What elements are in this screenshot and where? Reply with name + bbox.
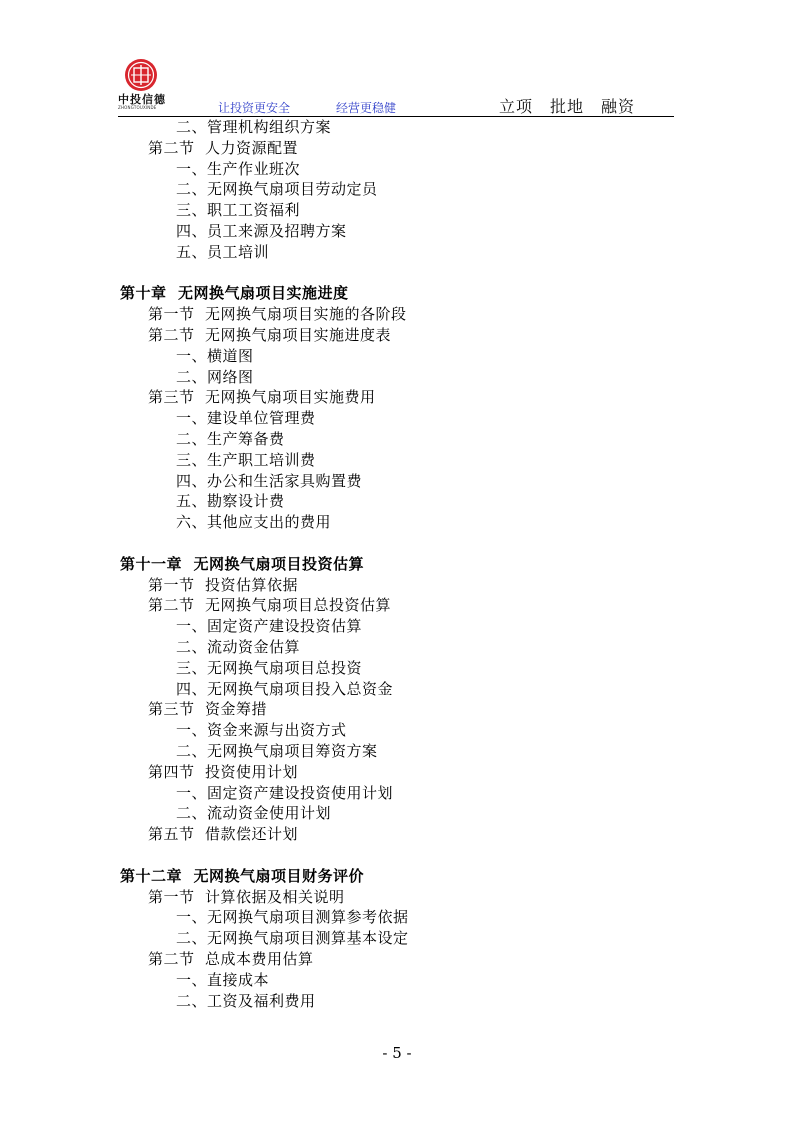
toc-item: 二、管理机构组织方案 [176,118,332,136]
toc-item: 二、无网换气扇项目测算基本设定 [176,929,409,948]
toc-item: 三、无网换气扇项目总投资 [176,658,363,677]
logo-sub-text: ZHONGTOUXINDE [118,105,157,110]
toc-item: 一、直接成本 [176,970,270,989]
toc-item: 四、无网换气扇项目投入总资金 [176,679,394,698]
toc-section: 第三节 无网换气扇项目实施费用 [148,388,376,407]
toc-section: 第二节 无网换气扇项目总投资估算 [148,596,392,615]
toc-item: 一、生产作业班次 [176,159,301,178]
toc-chapter: 第十一章 无网换气扇项目投资估算 [120,554,364,573]
toc-chapter: 第十章 无网换气扇项目实施进度 [120,284,349,303]
toc-item: 二、工资及福利费用 [176,991,316,1010]
toc-item: 二、流动资金估算 [176,638,301,656]
toc-section: 第三节 资金筹措 [148,700,268,719]
toc-section: 第五节 借款偿还计划 [148,825,299,844]
toc-item: 二、无网换气扇项目劳动定员 [176,180,378,199]
toc-item: 六、其他应支出的费用 [176,513,332,532]
page-number: - 5 - [382,1044,412,1062]
toc-item: 二、无网换气扇项目筹资方案 [176,742,378,760]
company-logo [118,56,172,112]
toc-section: 第二节 人力资源配置 [148,138,299,157]
toc-item: 三、职工工资福利 [176,201,301,220]
toc-item: 三、生产职工培训费 [176,450,316,469]
toc-item: 二、网络图 [176,367,254,386]
toc-item: 四、员工来源及招聘方案 [176,222,347,240]
seal-icon [124,58,158,92]
toc-item: 一、资金来源与出资方式 [176,721,347,740]
toc-section: 第二节 总成本费用估算 [148,950,314,968]
toc-section: 第四节 投资使用计划 [148,762,299,781]
toc-item: 五、员工培训 [176,242,270,261]
toc-item: 一、建设单位管理费 [176,409,316,428]
logo-brand-text: 中投信德 [118,93,166,106]
toc-section: 第一节 无网换气扇项目实施的各阶段 [148,305,407,324]
toc-item: 二、流动资金使用计划 [176,804,332,823]
toc-section: 第一节 计算依据及相关说明 [148,887,345,906]
toc-item: 一、无网换气扇项目测算参考依据 [176,908,409,927]
toc-item: 一、横道图 [176,346,254,365]
toc-item: 一、固定资产建设投资使用计划 [176,783,394,802]
header-tagline: 立项 批地 融资 [499,97,636,116]
slogan-right: 经营更稳健 [336,101,397,115]
toc-item: 四、办公和生活家具购置费 [176,471,363,490]
toc-item: 二、生产筹备费 [176,430,285,448]
toc-item: 五、勘察设计费 [176,492,285,511]
page-header [118,56,674,118]
toc-section: 第二节 无网换气扇项目实施进度表 [148,326,392,344]
toc-chapter: 第十二章 无网换气扇项目财务评价 [120,866,364,885]
toc-section: 第一节 投资估算依据 [148,575,299,594]
slogan-left: 让投资更安全 [218,101,291,115]
toc-item: 一、固定资产建设投资估算 [176,617,363,636]
